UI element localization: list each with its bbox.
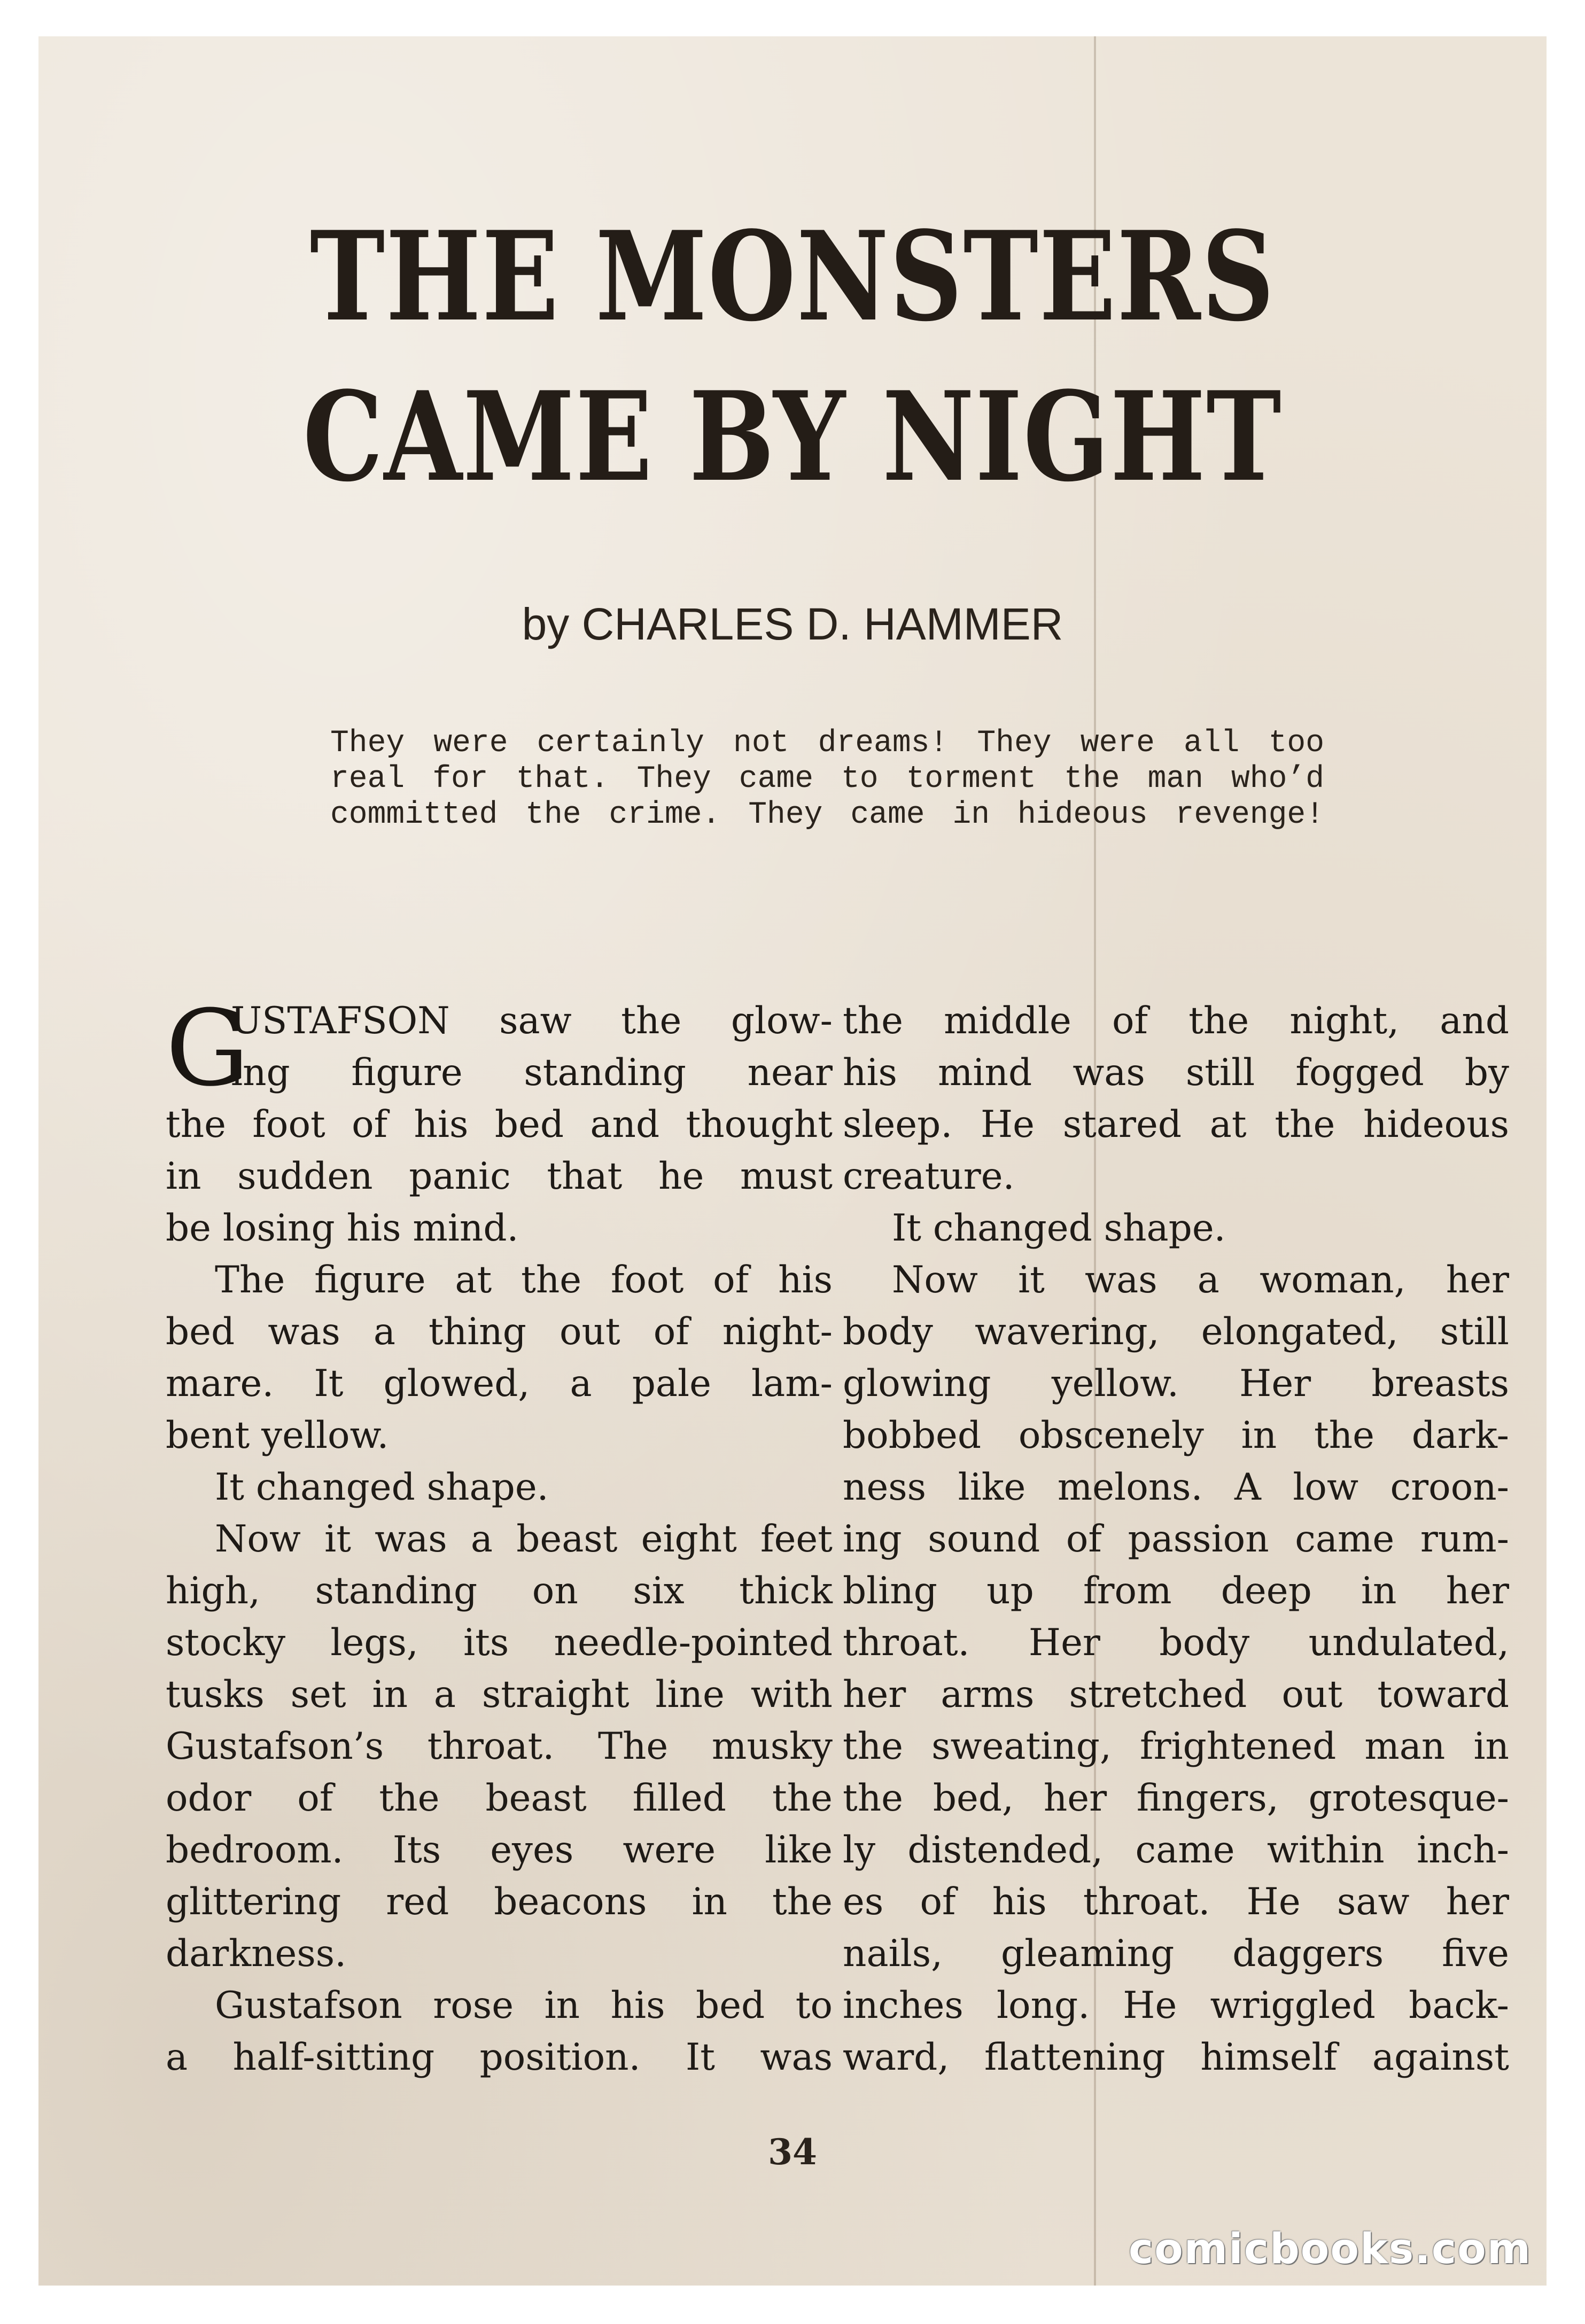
text-line: bed was a thing out of night- <box>166 1311 833 1353</box>
text-line: It changed shape. <box>892 1207 1226 1250</box>
text-line: glittering red beacons in the <box>166 1881 833 1923</box>
text-line: The figure at the foot of his <box>215 1259 833 1301</box>
watermark: comicbooks.com <box>1128 2225 1532 2273</box>
text-line: in sudden panic that he must <box>166 1155 833 1198</box>
text-line: Now it was a woman, her <box>892 1259 1509 1301</box>
text-line: Gustafson’s throat. The musky <box>166 1725 833 1768</box>
text-line: USTAFSON saw the glow- <box>231 1000 833 1042</box>
text-line: Now it was a beast eight feet <box>215 1518 833 1561</box>
story-title <box>174 197 1411 517</box>
text-line: glowing yellow. Her breasts <box>843 1362 1509 1405</box>
magazine-page <box>38 36 1547 2286</box>
text-line: be losing his mind. <box>166 1207 519 1250</box>
page-number: 34 <box>768 2131 817 2173</box>
text-line: bedroom. Its eyes were like <box>166 1829 833 1871</box>
text-line: ward, flattening himself against <box>843 2036 1509 2079</box>
text-line: ing sound of passion came rum- <box>843 1518 1509 1561</box>
text-line: the sweating, frightened man in <box>843 1725 1509 1768</box>
left-column <box>166 988 833 2084</box>
text-line: odor of the beast filled the <box>166 1777 833 1820</box>
text-line: the middle of the night, and <box>843 1000 1509 1042</box>
text-line: stocky legs, its needle-pointed <box>166 1621 833 1664</box>
text-line: the foot of his bed and thought <box>166 1103 833 1146</box>
text-line: es of his throat. He saw her <box>843 1881 1509 1923</box>
text-line: inches long. He wriggled back- <box>843 1984 1509 2027</box>
text-line: his mind was still fogged by <box>843 1051 1509 1094</box>
title-line-1: THE MONSTERS <box>309 205 1276 349</box>
text-line: It changed shape. <box>215 1466 549 1509</box>
text-line: nails, gleaming daggers five <box>843 1932 1509 1975</box>
text-line: bling up from deep in her <box>843 1570 1509 1612</box>
text-line: creature. <box>843 1155 1015 1198</box>
drop-cap: G <box>166 988 250 1110</box>
title-line-2: CAME BY NIGHT <box>302 365 1283 509</box>
text-line: ing figure standing near <box>231 1051 833 1094</box>
byline: by CHARLES D. HAMMER <box>522 599 1063 649</box>
deck-line: committed the crime. They came in hideous revenge! <box>330 798 1324 832</box>
text-line: Gustafson rose in his bed to <box>215 1984 833 2027</box>
text-line: tusks set in a straight line with <box>166 1673 833 1716</box>
text-line: high, standing on six thick <box>166 1570 833 1612</box>
text-line: body wavering, elongated, still <box>843 1311 1509 1353</box>
text-line: the bed, her fingers, grotesque- <box>843 1777 1509 1820</box>
text-line: darkness. <box>166 1932 347 1975</box>
text-line: ly distended, came within inch- <box>843 1829 1509 1871</box>
text-line: bent yellow. <box>166 1414 389 1457</box>
text-line: a half-sitting position. It was <box>166 2036 833 2079</box>
text-line: mare. It glowed, a pale lam- <box>166 1362 833 1405</box>
text-line: bobbed obscenely in the dark- <box>843 1414 1509 1457</box>
deck-line: real for that. They came to torment the man who’d <box>330 762 1324 797</box>
text-line: her arms stretched out toward <box>843 1673 1509 1716</box>
right-column <box>843 995 1509 2084</box>
text-line: throat. Her body undulated, <box>843 1621 1509 1664</box>
text-line: sleep. He stared at the hideous <box>843 1103 1509 1146</box>
text-line: ness like melons. A low croon- <box>843 1466 1509 1509</box>
deck-line: They were certainly not dreams! They were all too <box>330 726 1324 761</box>
story-deck <box>330 726 1324 833</box>
